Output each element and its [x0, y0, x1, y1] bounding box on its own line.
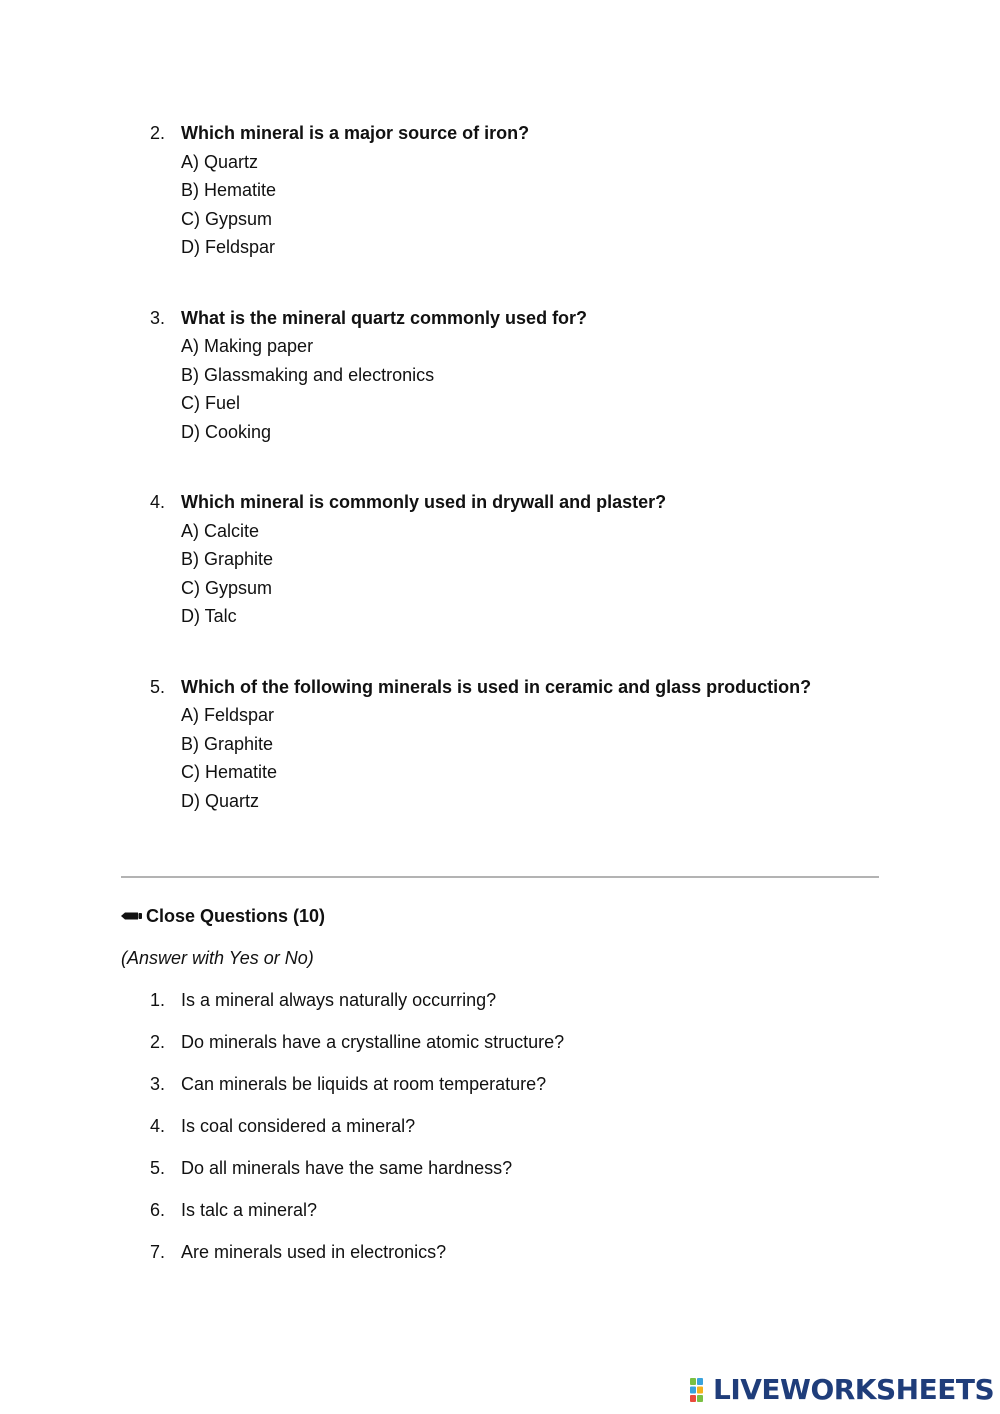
- close-question-item: [150, 986, 910, 1028]
- question-text: Which of the following minerals is used in ceramic and glass production?: [181, 676, 812, 697]
- question-text: Which mineral is a major source of iron?: [181, 123, 530, 143]
- instructions-text: (Answer with Yes or No): [121, 948, 314, 968]
- answer-option: A) Making paper: [181, 336, 314, 356]
- multiple-choice-list: [150, 119, 910, 857]
- question-number: 2.: [150, 123, 166, 143]
- pencil-icon: [121, 910, 143, 922]
- mcq-item: [150, 119, 910, 304]
- question-text: Is a mineral always naturally occurring?: [181, 990, 497, 1010]
- answer-options: [181, 517, 273, 631]
- answer-option: A) Feldspar: [181, 705, 275, 725]
- section-divider: [121, 876, 879, 878]
- answer-option: B) Graphite: [181, 549, 274, 569]
- question-number: 5.: [150, 676, 166, 697]
- answer-option: D) Feldspar: [181, 237, 276, 257]
- answer-options: [181, 332, 434, 446]
- question-number: 5.: [150, 1158, 166, 1178]
- mcq-item: [150, 488, 910, 673]
- question-text: Do minerals have a crystalline atomic structure?: [181, 1032, 565, 1052]
- question-text: Can minerals be liquids at room temperature?: [181, 1074, 547, 1094]
- question-number: 6.: [150, 1200, 166, 1220]
- answer-option: B) Graphite: [181, 733, 274, 754]
- answer-option: C) Fuel: [181, 393, 241, 413]
- mcq-item: [150, 304, 910, 489]
- answer-option: B) Glassmaking and electronics: [181, 364, 435, 385]
- answer-options: [181, 148, 276, 262]
- question-text: What is the mineral quartz commonly used for?: [181, 307, 588, 328]
- question-number: 3.: [150, 307, 166, 328]
- question-text: Which mineral is commonly used in drywall and plaster?: [181, 492, 667, 512]
- answer-option: C) Gypsum: [181, 208, 273, 229]
- close-question-item: [150, 1070, 910, 1112]
- answer-option: D) Talc: [181, 606, 237, 626]
- question-number: 7.: [150, 1242, 166, 1262]
- section-title-text: Close Questions (10): [146, 906, 326, 926]
- answer-option: C) Gypsum: [181, 577, 273, 598]
- question-text: Are minerals used in electronics?: [181, 1242, 447, 1262]
- question-number: 1.: [150, 990, 166, 1010]
- answer-option: D) Quartz: [181, 790, 260, 811]
- logo-text: LIVEWORKSHEETS: [713, 1373, 995, 1406]
- answer-option: D) Cooking: [181, 421, 272, 442]
- close-question-item: [150, 1028, 910, 1070]
- question-text: Is coal considered a mineral?: [181, 1116, 416, 1136]
- close-questions-list: [150, 986, 910, 1280]
- answer-option: C) Hematite: [181, 762, 278, 782]
- question-text: Do all minerals have the same hardness?: [181, 1158, 513, 1178]
- answer-options: [181, 701, 277, 815]
- question-text: Is talc a mineral?: [181, 1200, 318, 1220]
- answer-option: A) Quartz: [181, 151, 259, 172]
- close-question-item: [150, 1112, 910, 1154]
- answer-option: B) Hematite: [181, 180, 277, 200]
- answer-option: A) Calcite: [181, 520, 260, 541]
- liveworksheets-logo[interactable]: [690, 1373, 994, 1407]
- section-title: [121, 903, 325, 929]
- question-number: 4.: [150, 492, 166, 512]
- question-number: 4.: [150, 1116, 166, 1136]
- close-question-item: [150, 1196, 910, 1238]
- question-number: 2.: [150, 1032, 166, 1052]
- mcq-item: [150, 673, 910, 858]
- question-number: 3.: [150, 1074, 166, 1094]
- close-question-item: [150, 1238, 910, 1280]
- close-question-item: [150, 1154, 910, 1196]
- logo-mark-icon: [690, 1377, 710, 1403]
